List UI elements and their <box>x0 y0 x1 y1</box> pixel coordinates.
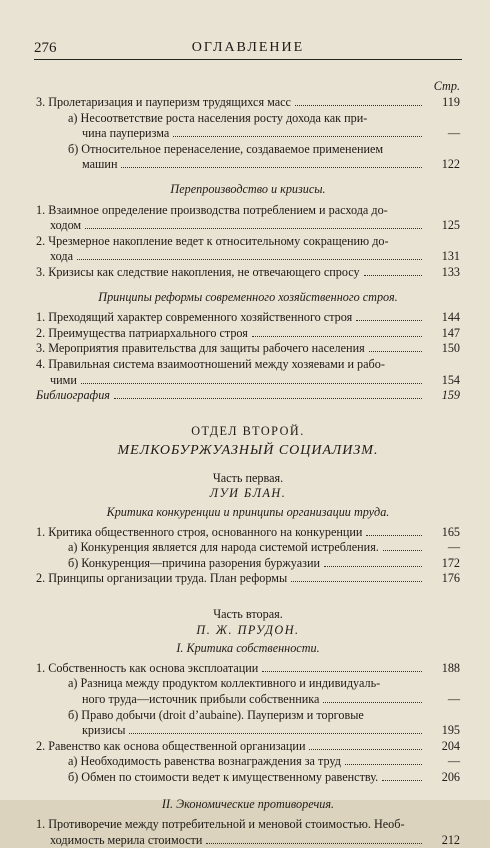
toc-group <box>36 661 460 786</box>
entry-title: а) Несоответствие роста населения росту дохода как при- <box>68 110 368 125</box>
part-subtitle: Критика конкуренции и принципы организации труда. <box>106 505 390 520</box>
entry-title: ходом <box>50 218 82 233</box>
toc-entry <box>36 540 460 556</box>
page-column-label: Стр. <box>433 79 460 93</box>
toc-entry <box>36 357 460 388</box>
section-heading: Перепроизводство и кризисы. <box>170 181 326 196</box>
dot-leader <box>85 228 422 229</box>
page-ref: 144 <box>441 310 460 325</box>
entry-title: чина пауперизма <box>82 126 170 141</box>
toc-group <box>36 203 460 281</box>
table-of-contents <box>36 79 460 848</box>
section-heading: Принципы реформы современного хозяйственного строя. <box>98 289 398 304</box>
toc-group <box>36 525 460 587</box>
toc-entry <box>36 754 460 770</box>
toc-entry <box>36 326 460 342</box>
toc-entry <box>36 571 460 587</box>
dot-leader <box>324 566 422 567</box>
entry-title: 1. Собственность как основа эксплоатации <box>36 660 259 675</box>
toc-group <box>36 95 460 173</box>
dot-leader <box>364 275 422 276</box>
page-ref: 165 <box>441 524 460 539</box>
page-ref: 119 <box>442 95 460 109</box>
entry-title: 2. Равенство как основа общественной организации <box>36 738 306 753</box>
page-ref: 131 <box>441 249 460 264</box>
page-ref: 133 <box>441 264 460 279</box>
toc-entry <box>36 234 460 265</box>
dot-leader <box>369 351 422 352</box>
toc-entry <box>36 203 460 234</box>
dot-leader <box>382 780 422 781</box>
entry-title: 3. Пролетаризация и пауперизм трудящихся масс <box>36 95 291 109</box>
page-ref: 122 <box>441 157 460 172</box>
page-header <box>34 40 462 58</box>
page-ref: 206 <box>441 769 460 784</box>
toc-entry <box>36 739 460 755</box>
page-ref: 188 <box>441 660 460 675</box>
page-ref: 147 <box>441 325 460 340</box>
toc-entry <box>36 142 460 173</box>
entry-title: чими <box>50 372 77 387</box>
toc-entry <box>36 265 460 281</box>
toc-entry <box>36 817 460 848</box>
entry-title: 1. Преходящий характер современного хозяйственного строя <box>36 310 353 325</box>
entry-title: а) Конкуренция является для народа системой истребления. <box>68 540 379 555</box>
toc-entry <box>36 525 460 541</box>
dot-leader <box>323 702 422 703</box>
dot-leader <box>262 671 422 672</box>
page-ref: 125 <box>441 218 460 233</box>
entry-title: машин <box>82 157 118 172</box>
page-ref: — <box>447 540 460 555</box>
entry-title: ного труда—источник прибыли собственника <box>82 692 320 706</box>
department-label: ОТДЕЛ ВТОРОЙ. <box>191 423 305 438</box>
part-author: ЛУИ БЛАН. <box>209 486 287 501</box>
page-ref: — <box>447 126 460 141</box>
entry-title: а) Необходимость равенства вознаграждения за труд <box>68 754 341 769</box>
page-ref: — <box>447 692 460 706</box>
dot-leader <box>114 398 422 399</box>
toc-entry <box>36 95 460 111</box>
entry-title: кризисы <box>82 723 126 738</box>
entry-title: 3. Мероприятия правительства для защиты рабочего населения <box>36 341 365 356</box>
entry-title: ходимость мерила стоимости <box>50 832 203 847</box>
page-number: 276 <box>34 40 57 56</box>
entry-title: 1. Противоречие между потребительной и меновой стоимостью. Необ- <box>36 817 405 832</box>
page-ref: 176 <box>441 571 460 586</box>
toc-entry <box>36 661 460 677</box>
entry-title: б) Конкуренция—причина разорения буржуазии <box>68 555 321 570</box>
entry-title: б) Право добычи (droit d’aubaine). Пауперизм и торговые <box>68 707 364 722</box>
dot-leader <box>291 581 422 582</box>
part-subtitle: I. Критика собственности. <box>176 641 320 656</box>
entry-title: 2. Чрезмерное накопление ведет к относительному сокращению до- <box>36 233 389 248</box>
part-label: Часть вторая. <box>213 607 283 622</box>
page-ref: 159 <box>441 388 460 403</box>
section-heading: II. Экономические противоречия. <box>161 796 335 811</box>
header-rule <box>34 59 462 60</box>
toc-entry <box>36 708 460 739</box>
entry-title: б) Обмен по стоимости ведет к имущественному равенству. <box>68 769 379 784</box>
toc-entry <box>36 556 460 572</box>
dot-leader <box>345 764 422 765</box>
dot-leader <box>356 320 422 321</box>
page-ref: 204 <box>441 738 460 753</box>
dot-leader <box>252 336 422 337</box>
toc-entry <box>36 770 460 786</box>
entry-title: 3. Кризисы как следствие накопления, не отвечающего спросу <box>36 264 360 279</box>
toc-entry <box>36 111 460 142</box>
page-ref: 172 <box>441 555 460 570</box>
department-title: МЕЛКОБУРЖУАЗНЫЙ СОЦИАЛИЗМ. <box>117 443 379 459</box>
dot-leader <box>77 259 422 260</box>
part-author: П. Ж. ПРУДОН. <box>196 622 300 637</box>
entry-title: 4. Правильная система взаимоотношений между хозяевами и рабо- <box>36 356 385 371</box>
dot-leader <box>295 105 422 106</box>
toc-group <box>36 817 460 848</box>
page-ref: 150 <box>441 341 460 356</box>
part-label: Часть первая. <box>212 470 284 485</box>
entry-title: 2. Принципы организации труда. План реформы <box>36 571 288 586</box>
toc-entry <box>36 310 460 326</box>
entry-title: а) Разница между продуктом коллективного и индивидуаль- <box>68 676 381 691</box>
dot-leader <box>366 535 422 536</box>
toc-entry <box>36 388 460 404</box>
toc-group <box>36 310 460 404</box>
entry-title: хода <box>50 249 73 264</box>
page-ref: 154 <box>441 372 460 387</box>
running-head: ОГЛАВЛЕНИЕ <box>191 40 305 55</box>
entry-title: 1. Взаимное определение производства потреблением и расхода до- <box>36 202 388 217</box>
dot-leader <box>121 167 422 168</box>
dot-leader <box>383 550 422 551</box>
page-ref: — <box>447 754 460 769</box>
entry-title: 2. Преимущества патриархального строя <box>36 325 248 340</box>
dot-leader <box>129 733 422 734</box>
page-ref: 212 <box>441 832 460 847</box>
dot-leader <box>309 749 422 750</box>
dot-leader <box>173 136 422 137</box>
entry-title: Библиография <box>36 388 110 403</box>
dot-leader <box>206 843 422 844</box>
toc-entry <box>36 341 460 357</box>
entry-title: б) Относительное перенаселение, создаваемое применением <box>68 141 384 156</box>
entry-title: 1. Критика общественного строя, основанного на конкуренции <box>36 524 363 539</box>
toc-entry <box>36 676 460 707</box>
dot-leader <box>81 383 422 384</box>
page-ref: 195 <box>441 723 460 738</box>
